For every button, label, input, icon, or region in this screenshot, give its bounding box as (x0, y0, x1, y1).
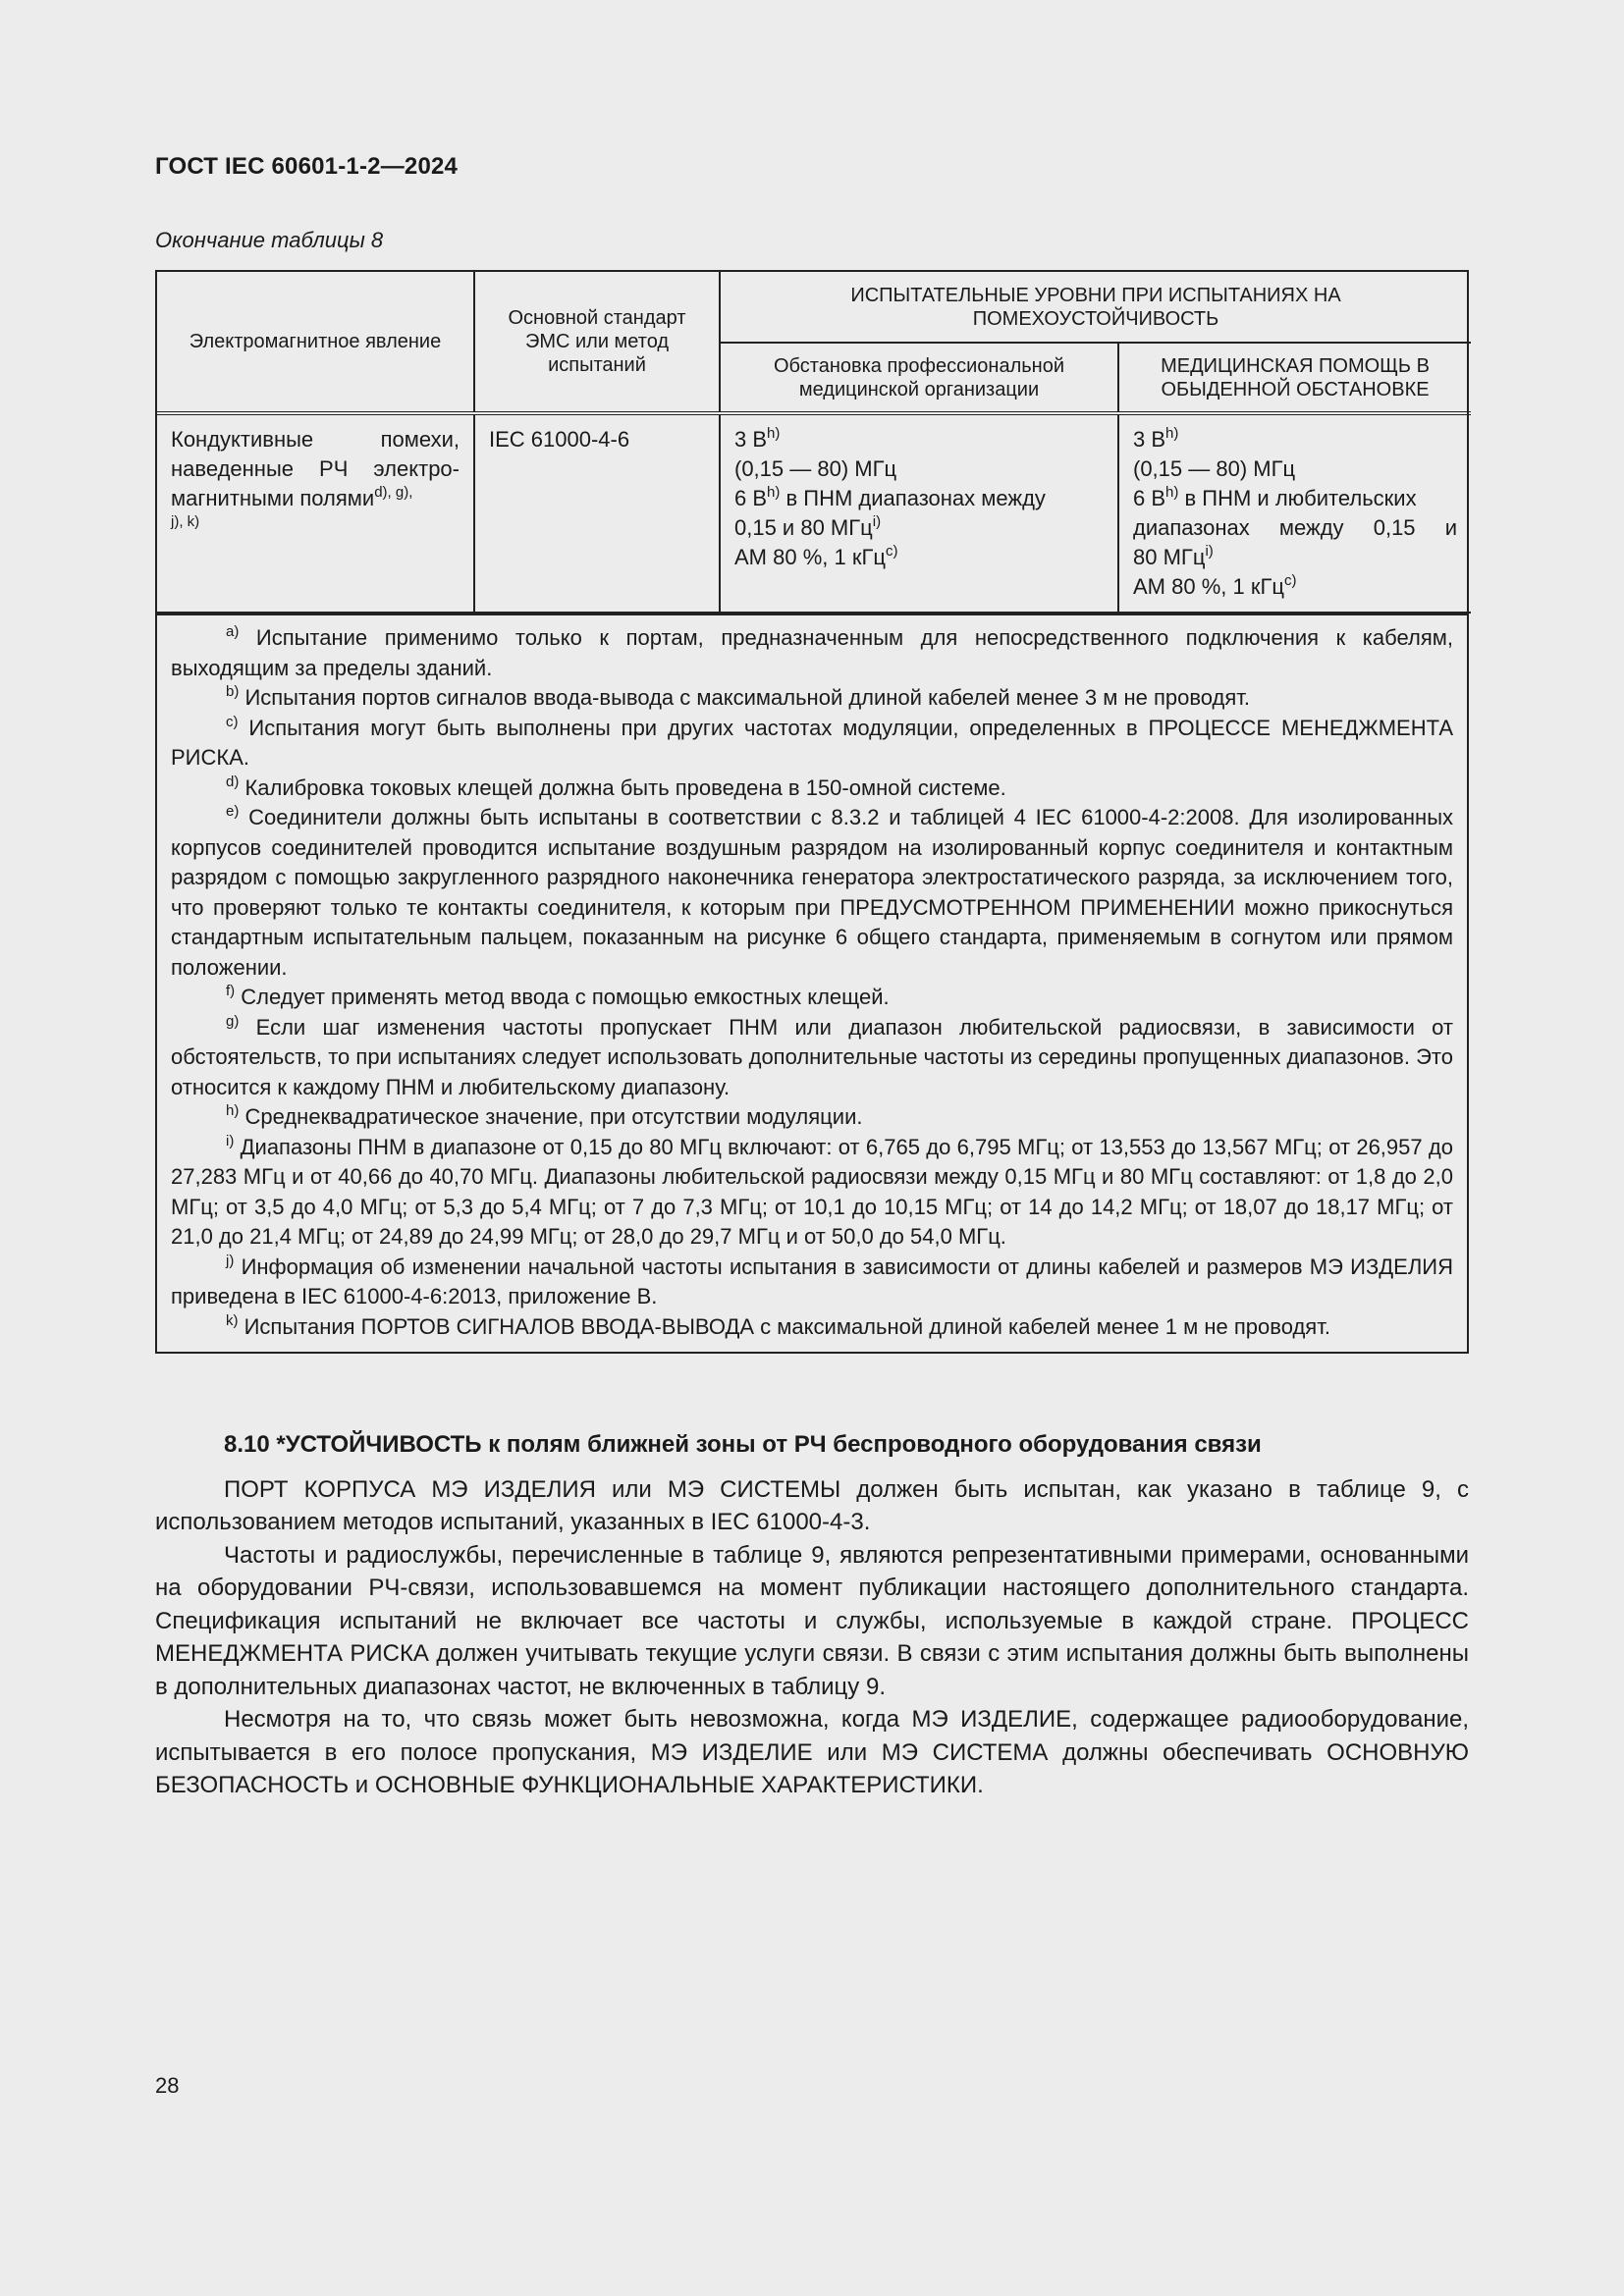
cell-home-levels: 3 $В^{h)}$ (0,15 — 80) МГц 6 $В^{h)}$ в ПНМ и любительских диапазонах между 0,15 и 80 МГц$^{i)}$ AM 80 %, 1 кГц$^{c)}$ (1118, 413, 1471, 613)
section-8-10 (155, 1428, 1469, 1802)
page-number: 28 (155, 2073, 180, 2098)
header-test-levels: ИСПЫТАТЕЛЬНЫЕ УРОВНИ ПРИ ИСПЫТАНИЯХ НА ПОМЕХОУСТОЙЧИВОСТЬ (720, 272, 1471, 343)
note-a: $^{a)}$ Испытание применимо только к портам, предназначенным для непосредственного подключения к кабелям, выходящим за пределы зданий. (171, 623, 1453, 680)
note-k: $^{k)}$ Испытания ПОРТОВ СИГНАЛОВ ВВОДА-ВЫВОДА с максимальной длиной кабелей менее 1 м не проводят. (226, 1311, 1330, 1339)
table-8-grid (157, 272, 1471, 614)
cell-professional-levels: 3 $В^{h)}$ (0,15 — 80) МГц 6 $В^{h)}$ в ПНМ диапазонах между 0,15 и 80 МГц$^{i)}$ AM 80 %, 1 кГц$^{c)}$ (720, 413, 1118, 613)
note-g: $^{g)}$ Если шаг изменения частоты пропускает ПНМ или диапазон любительской радиосвязи, в зависимости от обстоятельств, то при испытаниях следует использовать дополнительные частоты из середины пропущенных диапазонов. Это относится к каждому ПНМ и любительскому диапазону. (171, 1012, 1453, 1099)
header-home: МЕДИЦИНСКАЯ ПОМОЩЬ В ОБЫДЕННОЙ ОБСТАНОВКЕ (1118, 343, 1471, 413)
note-i: $^{i)}$ Диапазоны ПНМ в диапазоне от 0,15 до 80 МГц включают: от 6,765 до 6,795 МГц; от 13,553 до 13,567 МГц; от 26,957 до 27,283 МГц и от 40,66 до 40,70 МГц. Диапазоны любительской радиосвязи между 0,15 МГц и 80 МГц составляют: от 1,8 до 2,0 МГц; от 3,5 до 4,0 МГц; от 5,3 до 5,4 МГц; от 7 до 7,3 МГц; от 10,1 до 10,15 МГц; от 14 до 14,2 МГц; от 18,07 до 18,17 МГц; от 21,0 до 21,4 МГц; от 24,89 до 24,99 МГц; от 28,0 до 29,7 МГц и от 50,0 до 54,0 МГц. (171, 1132, 1453, 1249)
table-notes (157, 614, 1467, 1352)
note-f: $^{f)}$ Следует применять метод ввода с помощью емкостных клещей. (226, 983, 890, 1009)
table-caption: Окончание таблицы 8 (155, 228, 384, 252)
header-professional: Обстановка профессиональной медицинской организации (720, 343, 1118, 413)
header-standard: Основной стандарт ЭМС или метод испытаний (474, 272, 720, 413)
cell-phenomenon: Кондуктивные помехи, наведенные РЧ электро- магнитными полями$^{d), g),}$ j), k) (157, 413, 474, 613)
section-heading: 8.10 *УСТОЙЧИВОСТЬ к полям ближней зоны от РЧ беспроводного оборудования связи (224, 1431, 1262, 1458)
note-d: $^{d)}$ Калибровка токовых клещей должна быть проведена в 150-омной системе. (226, 773, 1006, 800)
note-b: $^{b)}$ Испытания портов сигналов ввода-вывода с максимальной длиной кабелей менее 3 м не проводят. (226, 683, 1251, 710)
cell-standard: IEC 61000-4-6 (474, 413, 720, 613)
table-8 (155, 270, 1469, 1354)
section-paragraph: Несмотря на то, что связь может быть невозможна, когда МЭ ИЗДЕЛИЕ, содержащее радиооборудование, испытывается в его полосе пропускания, МЭ ИЗДЕЛИЕ или МЭ СИСТЕМА должны обеспечивать ОСНОВНУЮ БЕЗОПАСНОСТЬ и ОСНОВНЫЕ ФУНКЦИОНАЛЬНЫЕ ХАРАКТЕРИСТИКИ. (155, 1706, 1469, 1798)
section-paragraph: Частоты и радиослужбы, перечисленные в таблице 9, являются репрезентативными примерами, основанными на оборудовании РЧ-связи, использовавшемся на момент публикации настоящего дополнительного стандарта. Спецификация испытаний не включает все частоты и службы, используемые в каждой стране. ПРОЦЕСС МЕНЕДЖМЕНТА РИСКА должен учитывать текущие услуги связи. В связи с этим испытания должны быть выполнены в дополнительных диапазонах частот, не включенных в таблицу 9. (155, 1541, 1469, 1700)
section-paragraph: ПОРТ КОРПУСА МЭ ИЗДЕЛИЯ или МЭ СИСТЕМЫ должен быть испытан, как указано в таблице 9, с использованием методов испытаний, указанных в IEC 61000-4-3. (155, 1475, 1469, 1535)
note-e: $^{e)}$ Соединители должны быть испытаны в соответствии с 8.3.2 и таблицей 4 IEC 61000-4-2:2008. Для изолированных корпусов соединителей проводится испытание воздушным разрядом на изолированный корпус соединителя и контактным разрядом с помощью закругленного разрядного наконечника генератора электростатического разряда, за исключением того, что проверяют только те контакты соединителя, к которым при ПРЕДУСМОТРЕННОМ ПРИМЕНЕНИИ можно прикоснуться стандартным испытательным пальцем, показанным на рисунке 6 общего стандарта, применяемым в согнутом или прямом положении. (171, 803, 1453, 980)
note-c: $^{c)}$ Испытания могут быть выполнены при других частотах модуляции, определенных в ПРОЦЕССЕ МЕНЕДЖМЕНТА РИСКА. (171, 713, 1453, 770)
header-phenomenon: Электромагнитное явление (157, 272, 474, 413)
note-h: $^{h)}$ Среднеквадратическое значение, при отсутствии модуляции. (226, 1102, 863, 1129)
document-header: ГОСТ IEC 60601-1-2—2024 (155, 153, 459, 180)
note-j: $^{j)}$ Информация об изменении начальной частоты испытания в зависимости от длины кабелей и размеров МЭ ИЗДЕЛИЯ приведена в IEC 61000-4-6:2013, приложение В. (171, 1252, 1453, 1308)
